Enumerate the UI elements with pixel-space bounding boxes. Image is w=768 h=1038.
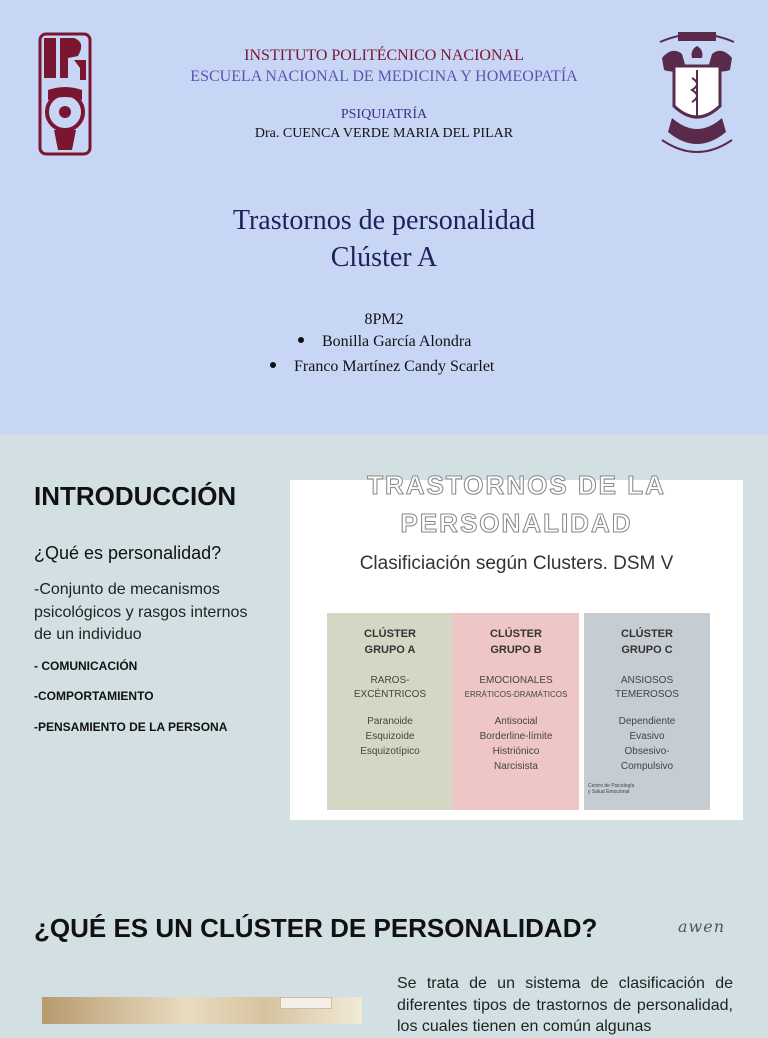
cluster-desc-line: EXCÉNTRICOS: [353, 689, 427, 700]
figure-title-line1: TRASTORNOS DE LA: [367, 470, 666, 500]
footnote-line: Centro de Psicología: [588, 783, 635, 789]
bullet-icon: [298, 337, 304, 343]
student-name: Franco Martínez Candy Scarlet: [294, 358, 495, 375]
student-item: [270, 358, 494, 376]
window-shape: [280, 997, 332, 1009]
cluster-group: GRUPO A: [364, 644, 416, 656]
awen-logo: awen: [678, 917, 726, 936]
student-item: [298, 333, 471, 351]
subject-name: PSIQUIATRÍA: [340, 107, 428, 122]
room-photo: [42, 997, 362, 1024]
figure-title-line2: PERSONALIDAD: [400, 508, 633, 538]
cluster-desc-line: TEMEROSOS: [615, 689, 679, 700]
institution-name: INSTITUTO POLITÉCNICO NACIONAL: [244, 47, 524, 64]
intro-question: ¿Qué es personalidad?: [34, 543, 222, 563]
group-code: 8PM2: [364, 311, 404, 328]
cluster-label: CLÚSTER: [364, 628, 416, 640]
disorder-item: Evasivo: [629, 731, 665, 742]
intro-bullet: -COMPORTAMIENTO: [34, 689, 154, 703]
cluster-description: [327, 674, 453, 702]
professor-name: Dra. CUENCA VERDE MARIA DEL PILAR: [254, 126, 514, 141]
cluster-description: [453, 674, 579, 702]
cluster-group: GRUPO B: [490, 644, 542, 656]
cluster-desc-line: EMOCIONALES: [479, 675, 553, 686]
personality-definition: -Conjunto de mecanismos psicológicos y rasgos internos de un individuo: [34, 581, 248, 643]
title-slide: [0, 0, 768, 434]
disorder-item: Paranoide: [367, 716, 413, 727]
presentation-subtitle: Clúster A: [330, 242, 438, 273]
cluster-label: CLÚSTER: [621, 628, 673, 640]
disorder-item: Narcisista: [494, 761, 538, 772]
school-name: ESCUELA NACIONAL DE MEDICINA Y HOMEOPATÍA: [190, 68, 578, 85]
figure-footnote: [588, 783, 634, 795]
cluster-disorders: [584, 714, 710, 774]
intro-bullet: -PENSAMIENTO DE LA PERSONA: [34, 720, 228, 734]
cluster-description: [584, 674, 710, 702]
cluster-heading: [453, 626, 579, 658]
cluster-section-heading: ¿QUÉ ES UN CLÚSTER DE PERSONALIDAD?: [34, 913, 598, 943]
cluster-c-column: [584, 613, 710, 810]
figure-subtitle: Clasificiación según Clusters. DSM V: [359, 553, 674, 574]
cluster-desc-line: RAROS-: [370, 675, 410, 686]
student-name: Bonilla García Alondra: [322, 333, 472, 350]
disorder-item: Borderline-límite: [479, 731, 553, 742]
cluster-group: GRUPO C: [621, 644, 673, 656]
cluster-classification-figure: [290, 470, 743, 936]
presentation-title: Trastornos de personalidad: [232, 205, 536, 236]
cluster-desc-line: ANSIOSOS: [620, 675, 674, 686]
intro-heading: INTRODUCCIÓN: [34, 481, 237, 511]
disorder-item: Antisocial: [494, 716, 538, 727]
disorder-item: Obsesivo-: [624, 746, 670, 757]
cluster-desc-line: ERRÁTICOS-DRAMÁTICOS: [464, 690, 568, 699]
cluster-heading: [584, 626, 710, 658]
bullet-icon: [270, 362, 276, 368]
disorder-item: Compulsivo: [620, 761, 674, 772]
cluster-label: CLÚSTER: [490, 628, 542, 640]
cluster-disorders: [327, 714, 453, 759]
cluster-a-column: [327, 613, 453, 810]
intro-bullet: - COMUNICACIÓN: [34, 659, 138, 673]
footnote-line: y Salud Emocional: [588, 789, 630, 795]
cluster-disorders: [453, 714, 579, 774]
cluster-section-paragraph: Se trata de un sistema de clasificación de diferentes tipos de trastornos de personalidad, los cuales tienen en común algunas: [397, 975, 733, 1035]
disorder-item: Esquizoide: [365, 731, 415, 742]
cluster-heading: [327, 626, 453, 658]
disorder-item: Esquizotípico: [360, 746, 420, 757]
disorder-item: Histriónico: [492, 746, 540, 757]
disorder-item: Dependiente: [618, 716, 676, 727]
